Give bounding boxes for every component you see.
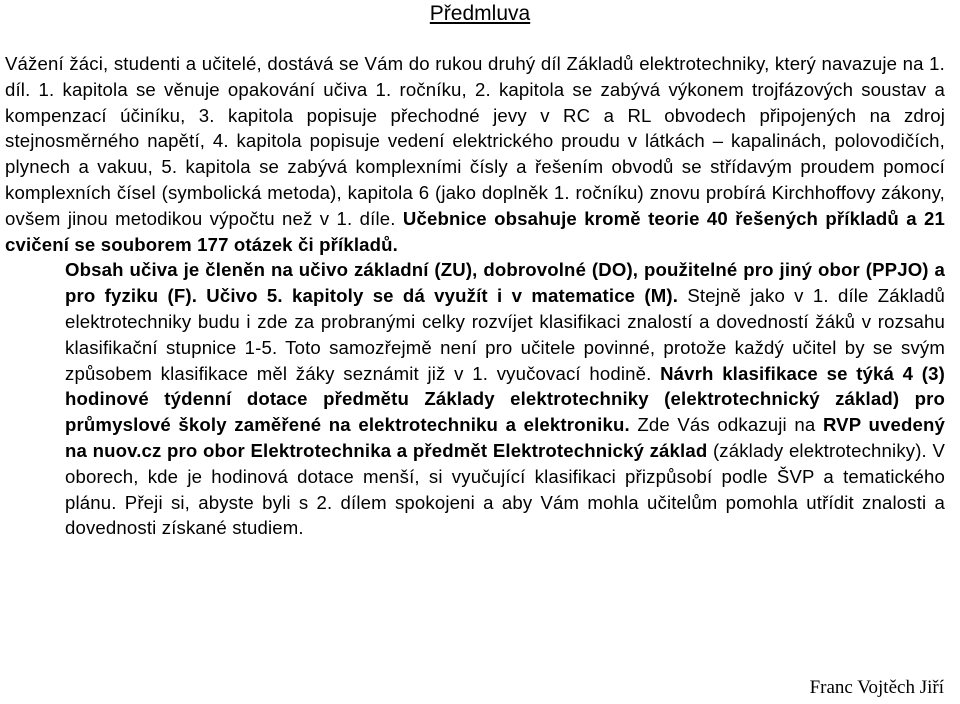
structure-bold-text: Obsah učiva je členěn na učivo základní (ZU), dobrovolné (DO), použitelné pro jiný obor (PPJO) a pro fyziku (F). Učivo 5. kapitoly se dá využít i v matematice (M).	[65, 259, 945, 307]
paragraph-intro	[5, 51, 945, 257]
intro-text: Vážení žáci, studenti a učitelé, dostává se Vám do rukou druhý díl Základů elektrotechniky, který navazuje na 1. díl. 1. kapitola se věnuje opakování učiva 1. ročníku, 2. kapitola se zabývá výkonem trojfázových soustav a kompenzací účiníku, 3. kapitola popisuje přechodné jevy v RC a RL obvodech připojených na zdroj stejnosměrného napětí, 4. kapitola popisuje vedení elektrického proudu v látkách – kapalinách, polovodičích, plynech a vakuu, 5. kapitola se zabývá komplexními čísly a řešením obvodů se střídavým proudem pomocí komplexních čísel (symbolická metoda), kapitola 6 (jako doplněk 1. ročníku) znovu probírá Kirchhoffovy zákony, ovšem jinou metodikou výpočtu než v 1. díle.	[5, 53, 945, 229]
author-signature: Franc Vojtěch Jiří	[809, 677, 944, 698]
body-text	[5, 51, 945, 541]
classification-bold-text: Návrh klasifikace se týká 4 (3) hodinové týdenní dotace předmětu Základy elektrotechniky (elektrotechnický základ) pro průmyslové školy zaměřené na elektrotechniku a elektroniku.	[65, 362, 945, 436]
structure-text: Stejně jako v 1. díle Základů elektrotechniky budu i zde za probranými celky rozvíjet klasifikaci znalostí a dovedností žáků v rozsahu klasifikační stupnice 1-5. Toto samozřejmě není pro učitele povinné, protože každý učitel by se svým způsobem klasifikace měl žáky seznámit již v 1. vyučovací hodině.	[65, 285, 945, 384]
page-title: Předmluva	[429, 2, 531, 25]
intro-bold-text: Učebnice obsahuje kromě teorie 40 řešených příkladů a 21 cvičení se souborem 177 otázek či příkladů.	[5, 207, 945, 255]
reference-text: Zde Vás odkazuji na	[637, 414, 816, 436]
paragraph-structure	[5, 257, 945, 541]
rvp-bold-text: RVP uvedený na nuov.cz pro obor Elektrotechnika a předmět Elektrotechnický základ	[65, 414, 945, 461]
closing-text: (základy elektrotechniky). V oborech, kde je hodinová dotace menší, si vyučující klasifikaci přizpůsobí podle ŠVP a tematického plánu. Přeji si, abyste byli s 2. dílem spokojeni a aby Vám mohla učitelům pomohla utřídit znalosti a dovednosti získané studiem.	[65, 439, 945, 539]
